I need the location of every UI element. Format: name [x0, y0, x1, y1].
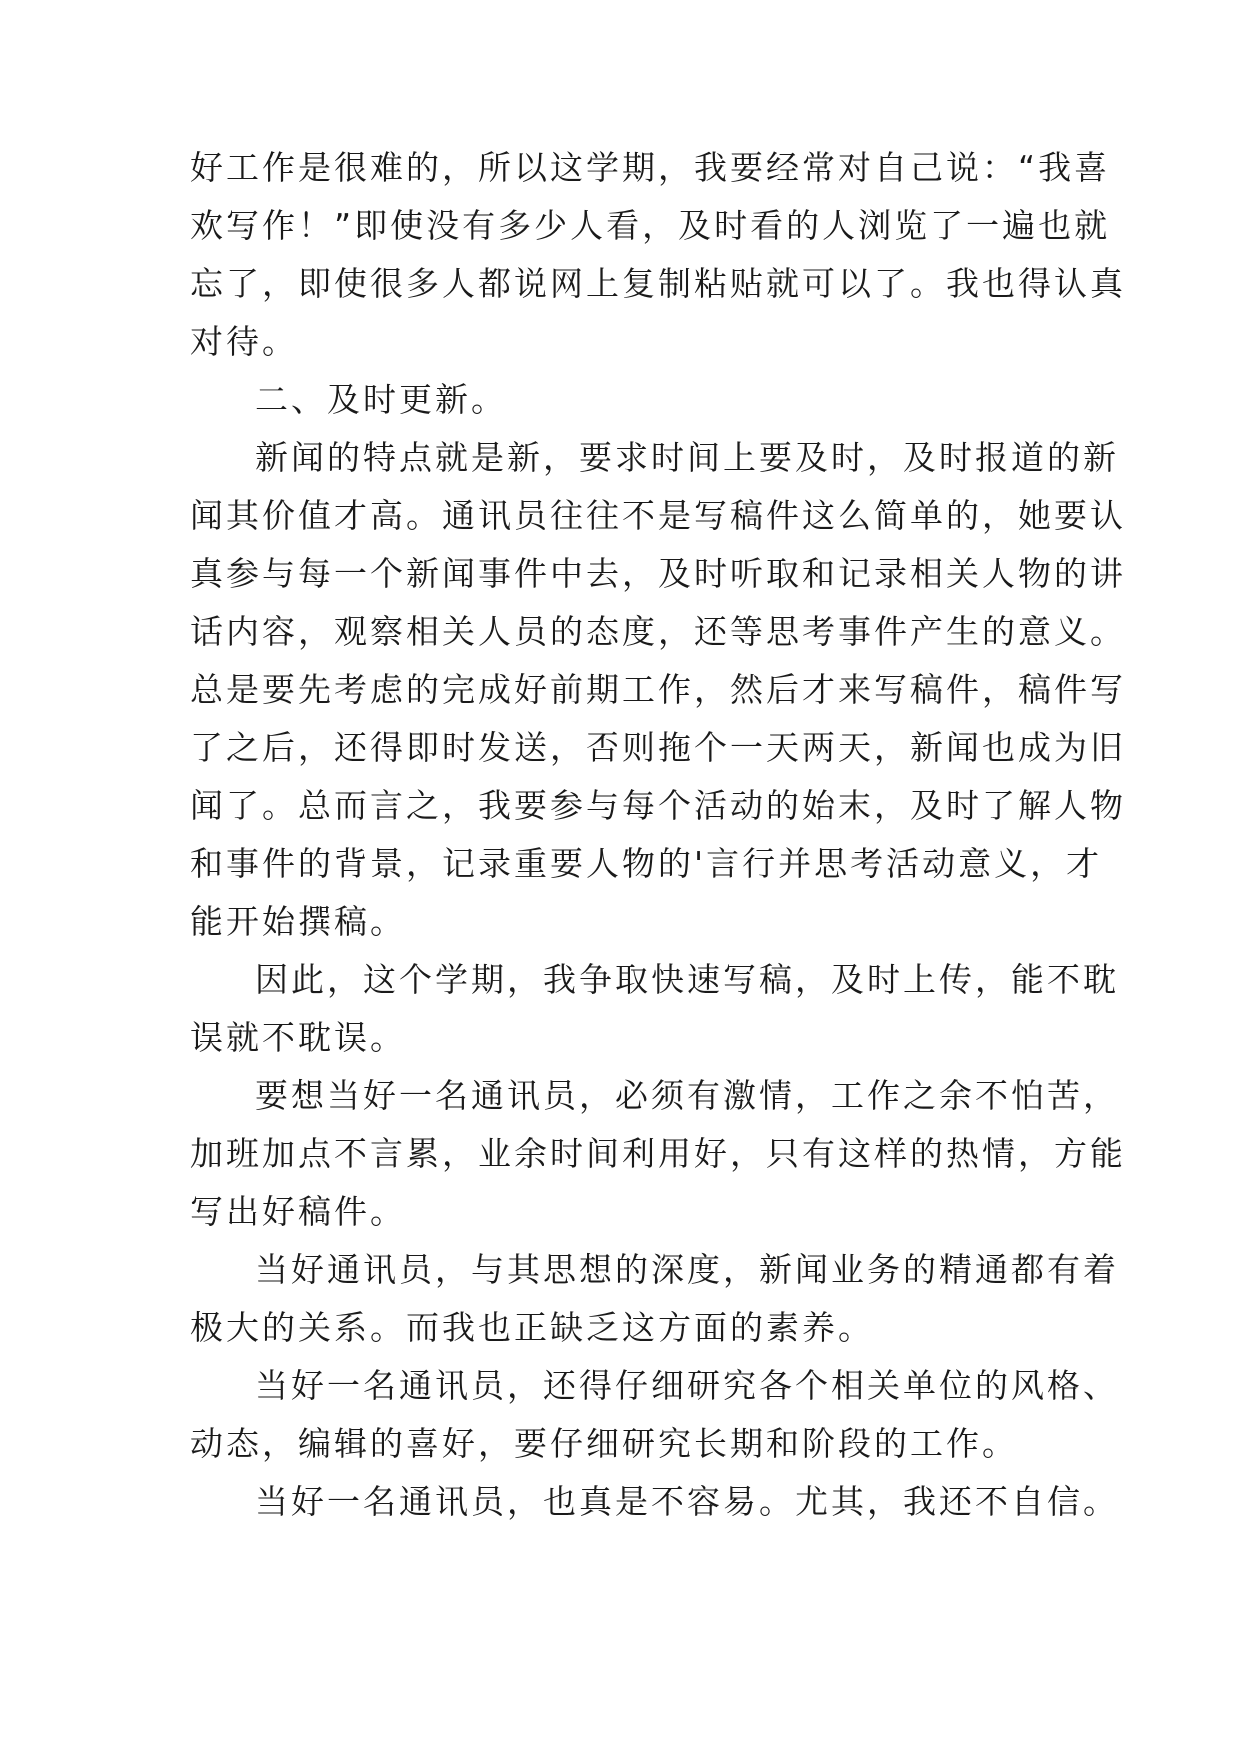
text-line: 欢写作！”即使没有多少人看，及时看的人浏览了一遍也就	[190, 206, 1111, 245]
text-line: 新闻的特点就是新，要求时间上要及时，及时报道的新	[255, 438, 1119, 477]
text-line: 真参与每一个新闻事件中去，及时听取和记录相关人物的讲	[190, 554, 1126, 593]
text-line: 了之后，还得即时发送，否则拖个一天两天，新闻也成为旧	[190, 728, 1126, 767]
text-line: 要想当好一名通讯员，必须有激情，工作之余不怕苦，	[255, 1076, 1119, 1115]
text-line: 误就不耽误。	[190, 1018, 406, 1057]
text-line: 极大的关系。而我也正缺乏这方面的素养。	[190, 1308, 874, 1347]
text-line: 闻其价值才高。通讯员往往不是写稿件这么简单的，她要认	[190, 496, 1126, 535]
text-line: 话内容，观察相关人员的态度，还等思考事件产生的意义。	[190, 612, 1126, 651]
text-line: 总是要先考虑的完成好前期工作，然后才来写稿件，稿件写	[190, 670, 1126, 709]
text-line: 加班加点不言累，业余时间利用好，只有这样的热情，方能	[190, 1134, 1126, 1173]
text-line: 动态，编辑的喜好，要仔细研究长期和阶段的工作。	[190, 1424, 1018, 1463]
text-line: 好工作是很难的，所以这学期，我要经常对自己说：“我喜	[190, 148, 1111, 187]
text-line: 当好一名通讯员，还得仔细研究各个相关单位的风格、	[255, 1366, 1119, 1405]
text-line: 忘了，即使很多人都说网上复制粘贴就可以了。我也得认真	[190, 264, 1126, 303]
text-line: 对待。	[190, 322, 298, 361]
text-line: 能开始撰稿。	[190, 902, 406, 941]
section-heading: 二、及时更新。	[255, 380, 507, 419]
text-line: 写出好稿件。	[190, 1192, 406, 1231]
text-line: 闻了。总而言之，我要参与每个活动的始末，及时了解人物	[190, 786, 1126, 825]
text-line: 当好通讯员，与其思想的深度，新闻业务的精通都有着	[255, 1250, 1119, 1289]
text-line: 因此，这个学期，我争取快速写稿，及时上传，能不耽	[255, 960, 1119, 999]
text-line: 当好一名通讯员，也真是不容易。尤其，我还不自信。	[255, 1482, 1119, 1521]
text-line: 和事件的背景，记录重要人物的'言行并思考活动意义，才	[190, 844, 1103, 883]
